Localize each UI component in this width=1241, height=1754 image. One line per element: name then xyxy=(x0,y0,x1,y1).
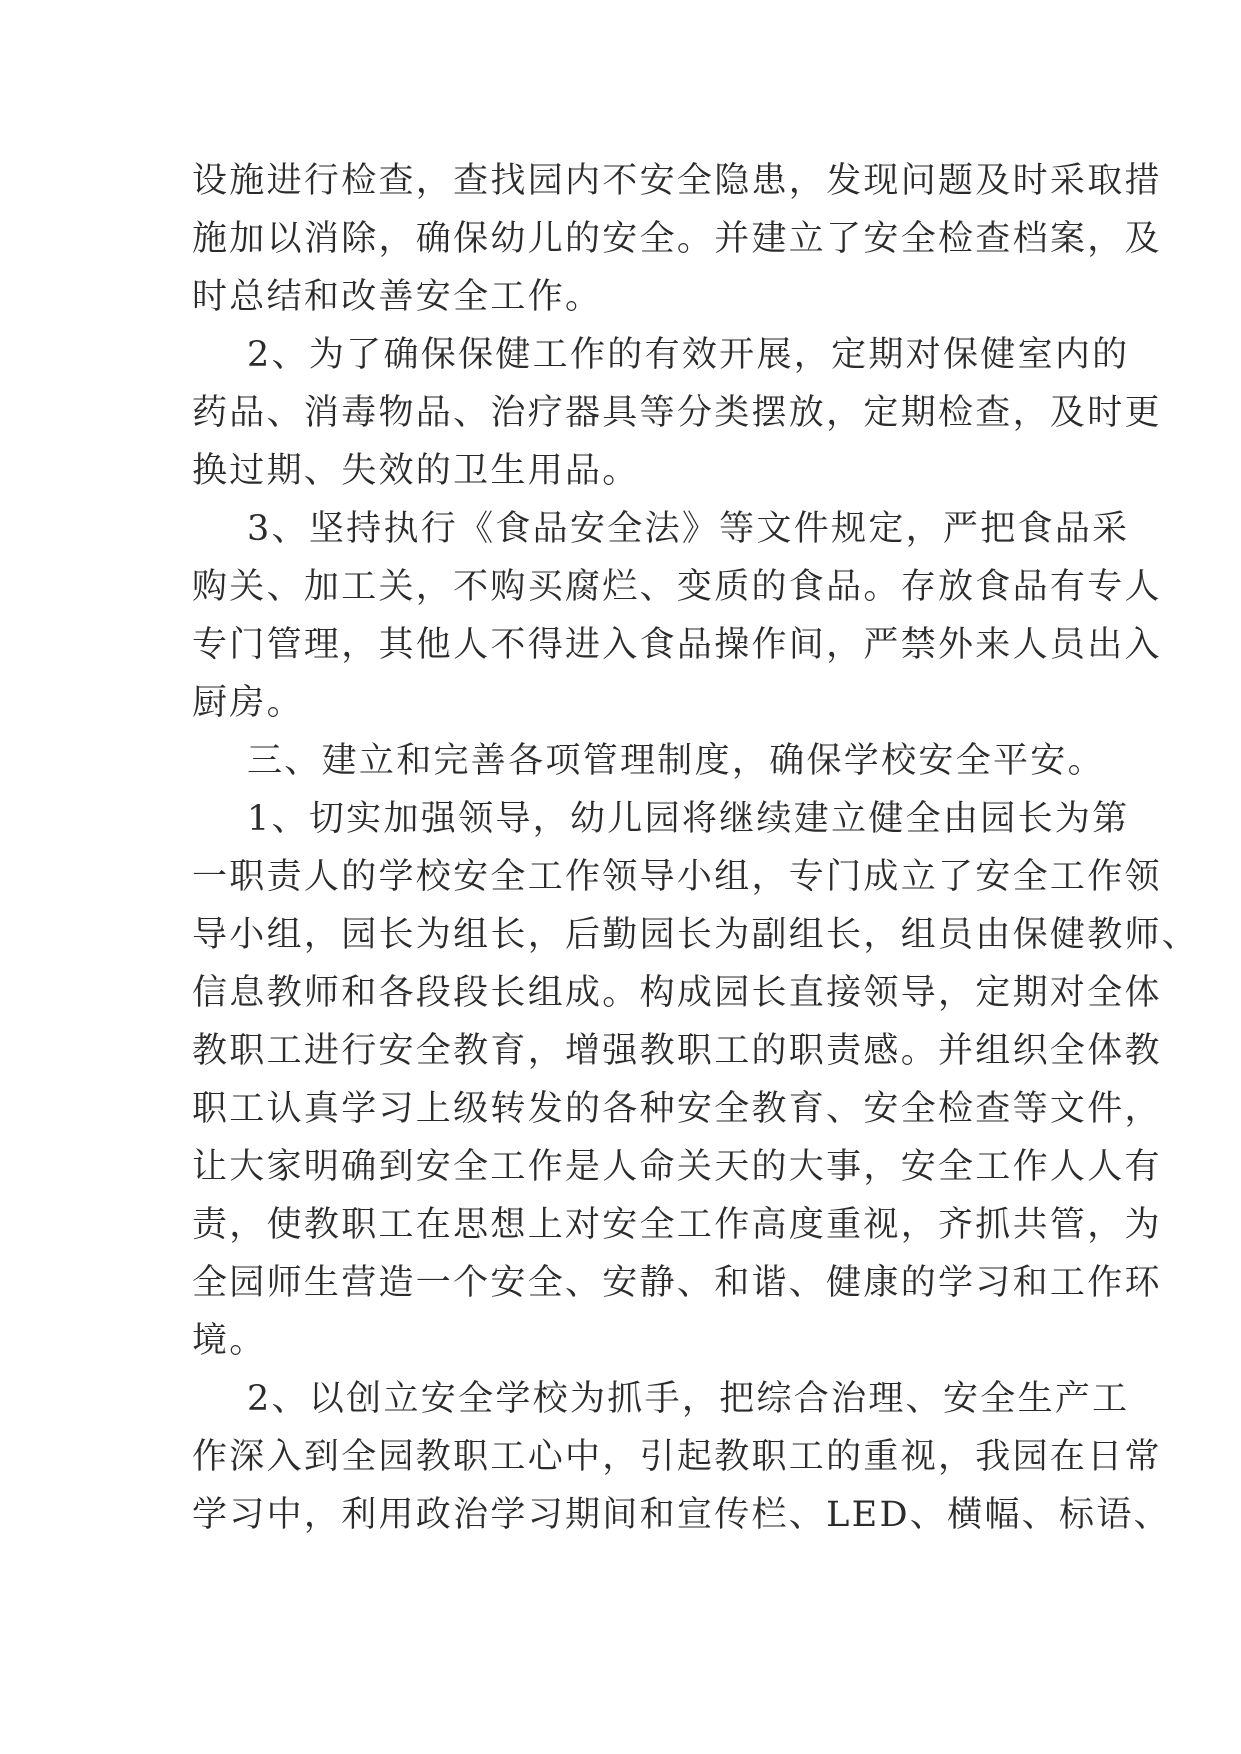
text-line: 三、建立和完善各项管理制度，确保学校安全平安。 xyxy=(247,741,1105,781)
text-line: 全园师生营造一个安全、安静、和谐、健康的学习和工作环 xyxy=(192,1263,1162,1303)
text-line: 施加以消除，确保幼儿的安全。并建立了安全检查档案，及 xyxy=(192,219,1162,259)
text-line: 导小组，园长为组长，后勤园长为副组长，组员由保健教师、 xyxy=(192,915,1200,955)
text-line: 药品、消毒物品、治疗器具等分类摆放，定期检查，及时更 xyxy=(192,393,1162,433)
paragraph xyxy=(192,152,1162,326)
text-line: 作深入到全园教职工心中，引起教职工的重视，我园在日常 xyxy=(192,1437,1162,1477)
text-line: 让大家明确到安全工作是人命关天的大事，安全工作人人有 xyxy=(192,1147,1162,1187)
text-line: 2、以创立安全学校为抓手，把综合治理、安全生产工 xyxy=(247,1379,1130,1419)
text-line: 学习中，利用政治学习期间和宣传栏、LED、横幅、标语、 xyxy=(192,1495,1171,1535)
text-line: 责，使教职工在思想上对安全工作高度重视，齐抓共管，为 xyxy=(192,1205,1162,1245)
text-line: 厨房。 xyxy=(192,683,304,723)
text-line: 换过期、失效的卫生用品。 xyxy=(192,451,640,491)
text-line: 专门管理，其他人不得进入食品操作间，严禁外来人员出入 xyxy=(192,625,1162,665)
text-line: 教职工进行安全教育，增强教职工的职责感。并组织全体教 xyxy=(192,1031,1162,1071)
text-line: 信息教师和各段段长组成。构成园长直接领导，定期对全体 xyxy=(192,973,1162,1013)
text-line: 3、坚持执行《食品安全法》等文件规定，严把食品采 xyxy=(247,509,1130,549)
text-line: 1、切实加强领导，幼儿园将继续建立健全由园长为第 xyxy=(247,799,1130,839)
body-text xyxy=(192,152,1200,1544)
text-line: 境。 xyxy=(192,1321,267,1361)
paragraph xyxy=(192,732,1105,790)
text-line: 职工认真学习上级转发的各种安全教育、安全检查等文件， xyxy=(192,1089,1162,1129)
text-line: 2、为了确保保健工作的有效开展，定期对保健室内的 xyxy=(247,335,1130,375)
paragraph xyxy=(192,1370,1171,1544)
text-line: 设施进行检查，查找园内不安全隐患，发现问题及时采取措 xyxy=(192,161,1162,201)
text-line: 购关、加工关，不购买腐烂、变质的食品。存放食品有专人 xyxy=(192,567,1162,607)
text-line: 一职责人的学校安全工作领导小组，专门成立了安全工作领 xyxy=(192,857,1162,897)
paragraph xyxy=(192,326,1162,500)
paragraph xyxy=(192,790,1200,1370)
paragraph xyxy=(192,500,1162,732)
text-line: 时总结和改善安全工作。 xyxy=(192,277,603,317)
